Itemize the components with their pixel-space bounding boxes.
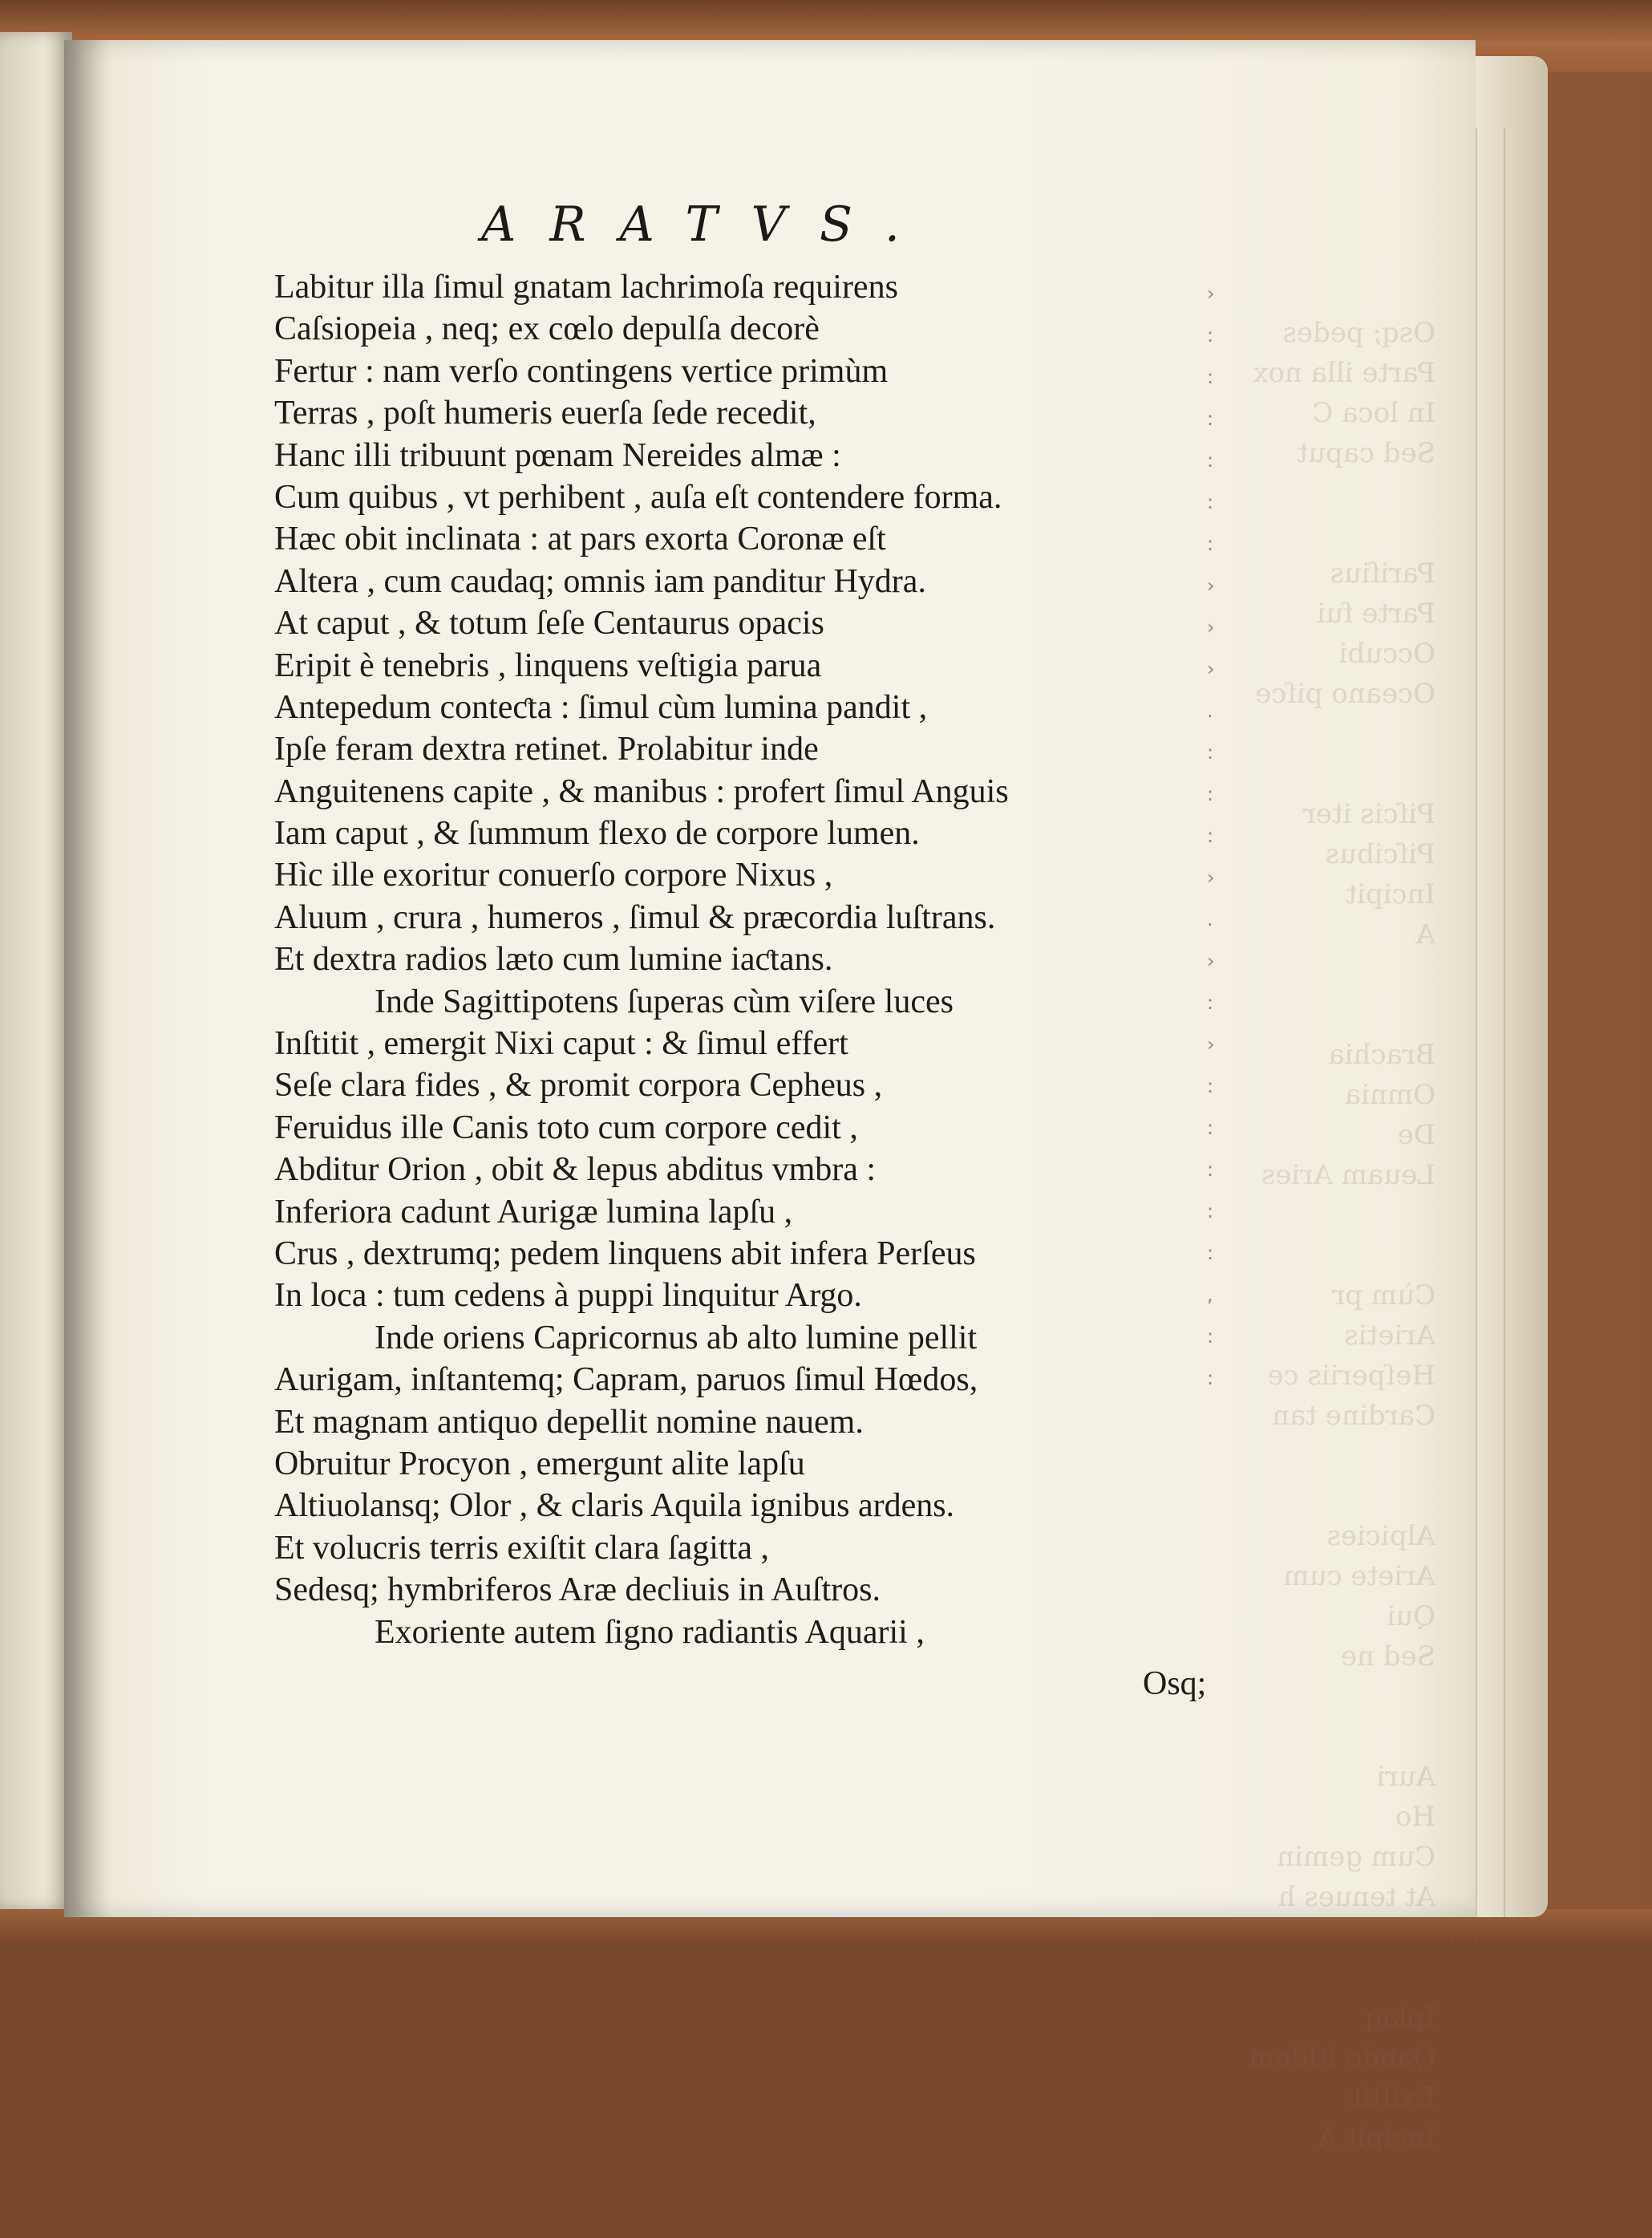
verse-line: Et dextra radios læto cum lumine iaƈtans.	[274, 941, 833, 979]
verse-line: Anguitenens capite , & manibus : profert ſimul Anguis	[274, 772, 1009, 810]
verse-line: Abditur Orion , obit & lepus abditus vmbra :	[274, 1151, 877, 1189]
verse-line: Inferiora cadunt Aurigæ lumina lapſu ,	[274, 1193, 793, 1230]
gutter-shadow	[64, 40, 112, 1917]
verse-line: Fertur : nam verſo contingens vertice primùm	[274, 352, 889, 390]
verse-block	[274, 266, 1237, 1653]
verse-line: Inde Sagittipotens ſuperas cùm viſere luces	[375, 983, 954, 1020]
verse-line: Hæc obit inclinata : at pars exorta Coronæ eſt	[274, 521, 886, 558]
verse-line: Feruidus ille Canis toto cum corpore cedit ,	[274, 1109, 858, 1146]
verse-line: Obruitur Procyon , emergunt alite lapſu	[274, 1445, 805, 1482]
verse-line: Antepedum conteƈta : ſimul cùm lumina pandit ,	[274, 688, 928, 726]
verse-line: Labitur illa ſimul gnatam lachrimoſa requirens	[274, 269, 898, 306]
verse-line: Terras , poſt humeris euerſa ſede recedit,	[274, 395, 816, 432]
book-page	[64, 40, 1476, 2154]
verse-line: Eripit è tenebris , linquens veſtigia parua	[274, 647, 822, 684]
verse-line: Aluum , crura , humeros , ſimul & præcordia luſtrans.	[274, 898, 996, 936]
verse-line: Et volucris terris exiſtit clara ſagitta ,	[274, 1529, 769, 1567]
verse-line: Aurigam, inſtantemq; Capram, paruos ſimul Hœdos,	[274, 1361, 978, 1399]
verse-line: Hìc ille exoritur conuerſo corpore Nixus ,	[274, 857, 833, 894]
verse-line: Inſtitit , emergit Nixi caput : & ſimul effert	[274, 1025, 848, 1063]
left-page-edge	[0, 32, 72, 1909]
verse-line: Seſe clara fides , & promit corpora Cepheus ,	[274, 1067, 883, 1105]
bleed-through-text: Osq; pedes Parte illa nox In loca C Sed caput Pariſius Parte fui Occubi Oceano piſce Piſcis iter Piſcibus Incipit A Brachia Omnia De Leuam Aries Cùm pr Arietis Heſperiis ce Cardine tan Alpicies Ariete cum Qui Sed ne Auri Ho Cum gemin At tenues h Iplaq Qando itidem Exiſtit Incipit A	[1249, 317, 1435, 2154]
verse-line: Iam caput , & ſummum flexo de corpore lumen.	[274, 815, 920, 853]
verse-line: Altiuolansq; Olor , & claris Aquila ignibus ardens.	[274, 1487, 955, 1525]
verse-line: Et magnam antiquo depellit nomine nauem.	[274, 1403, 864, 1441]
verse-line: Exoriente autem ſigno radiantis Aquarii ,	[375, 1613, 925, 1651]
verse-line: Crus , dextrumq; pedem linquens abit infera Perſeus	[274, 1235, 976, 1272]
running-header: ARATVS.	[481, 197, 933, 253]
verse-line: At caput , & totum ſeſe Centaurus opacis	[274, 605, 824, 643]
verse-line: Cum quibus , vt perhibent , auſa eſt contendere forma.	[274, 478, 1002, 516]
verse-line: Hanc illi tribuunt pœnam Nereides almæ :	[274, 436, 841, 474]
verse-line: Altera , cum caudaq; omnis iam panditur Hydra.	[274, 562, 926, 600]
verse-line: Ipſe feram dextra retinet. Prolabitur inde	[274, 731, 819, 768]
verse-line: Sedesq; hymbriferos Aræ decliuis in Auſtros.	[274, 1571, 881, 1609]
verse-line: Caſsiopeia , neq; ex cœlo depulſa decorè	[274, 310, 820, 348]
catchword: Osq;	[1143, 1665, 1207, 1702]
margin-marks: › : : : : : : › › › . : : : › . › : › : : : : : , : :	[1207, 282, 1215, 1389]
verse-line: In loca : tum cedens à puppi linquitur Argo.	[274, 1277, 862, 1315]
verse-line: Inde oriens Capricornus ab alto lumine pellit	[375, 1319, 978, 1356]
